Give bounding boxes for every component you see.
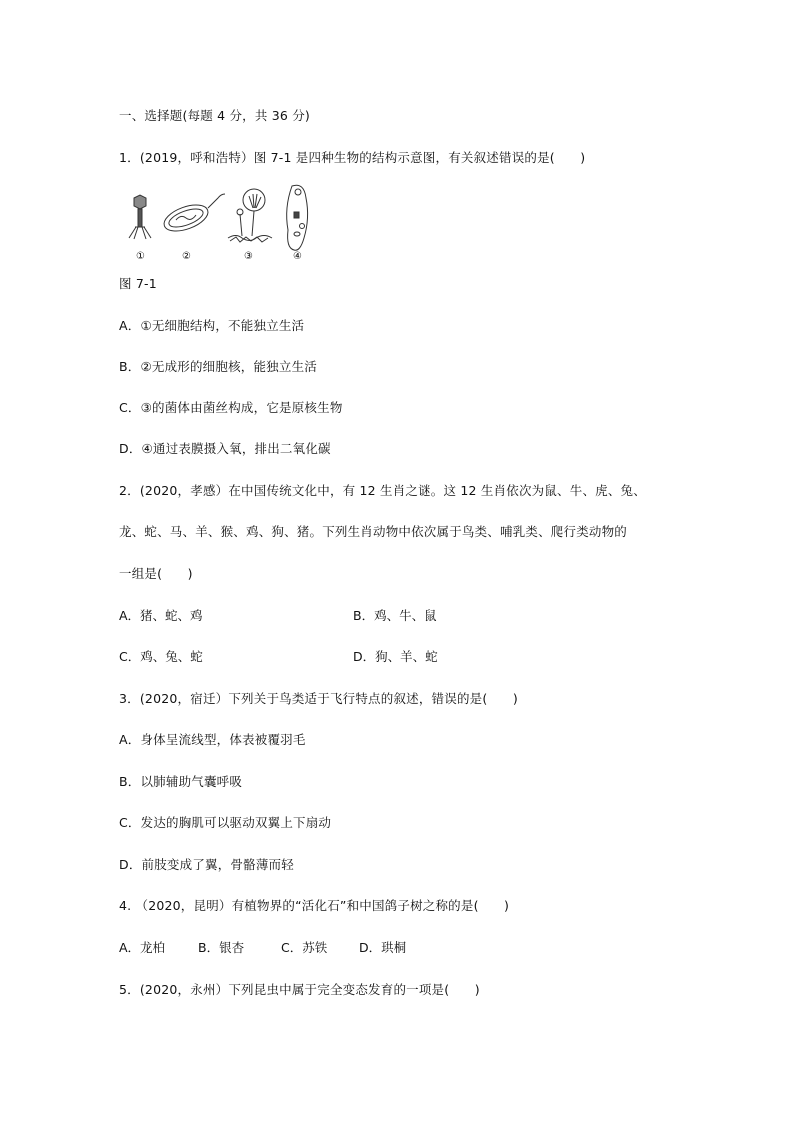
question-4-stem: 4. （2020，昆明）有植物界的“活化石”和中国鸽子树之称的是( ) [119, 898, 510, 913]
q2-option-b: B．鸡、牛、鼠 [353, 608, 437, 623]
paramecium-drawing [287, 185, 308, 250]
question-2-stem-line-1: 2．(2020，孝感）在中国传统文化中，有 12 生肖之谜。这 12 生肖依次为鼠、牛、虎、兔、 [119, 483, 646, 498]
q4-option-b: B．银杏 [198, 940, 245, 955]
section-title: 一、选择题(每题 4 分，共 36 分) [119, 108, 311, 123]
bacteriophage-drawing [129, 195, 151, 239]
figure-caption: 图 7-1 [119, 276, 157, 291]
q3-option-c: C．发达的胸肌可以驱动双翼上下扇动 [119, 815, 332, 830]
figure-label-1: ① [136, 251, 145, 262]
question-2-stem-line-2: 龙、蛇、马、羊、猴、鸡、狗、猪。下列生肖动物中依次属于鸟类、哺乳类、爬行类动物的 [119, 524, 628, 539]
q2-option-a: A．猪、蛇、鸡 [119, 608, 203, 623]
fungus-drawing [228, 189, 272, 242]
question-1-stem: 1．(2019，呼和浩特）图 7-1 是四种生物的结构示意图，有关叙述错误的是( ) [119, 150, 586, 165]
q3-option-d: D．前肢变成了翼，骨骼薄而轻 [119, 857, 294, 872]
figure-label-3: ③ [244, 251, 253, 262]
figure-label-4: ④ [293, 251, 302, 262]
q3-option-b: B．以肺辅助气囊呼吸 [119, 774, 243, 789]
q3-option-a: A．身体呈流线型，体表被覆羽毛 [119, 732, 306, 747]
question-3-stem: 3．(2020，宿迁）下列关于鸟类适于飞行特点的叙述，错误的是( ) [119, 691, 518, 706]
question-2-stem-line-3: 一组是( ) [119, 566, 193, 581]
q2-option-c: C．鸡、兔、蛇 [119, 649, 203, 664]
q1-option-c: C．③的菌体由菌丝构成，它是原核生物 [119, 400, 343, 415]
figure-7-1-drawing [116, 178, 322, 264]
q1-option-a: A．①无细胞结构，不能独立生活 [119, 318, 305, 333]
figure-7-1 [116, 178, 322, 264]
question-5-stem: 5．(2020，永州）下列昆虫中属于完全变态发育的一项是( ) [119, 982, 480, 997]
figure-label-2: ② [182, 251, 191, 262]
q4-option-c: C．苏铁 [281, 940, 328, 955]
q2-option-d: D．狗、羊、蛇 [353, 649, 438, 664]
q1-option-d: D．④通过表膜摄入氧，排出二氧化碳 [119, 441, 331, 456]
q4-option-d: D．珙桐 [359, 940, 407, 955]
bacterium-drawing [161, 194, 225, 236]
q4-option-a: A．龙柏 [119, 940, 166, 955]
q1-option-b: B．②无成形的细胞核，能独立生活 [119, 359, 317, 374]
